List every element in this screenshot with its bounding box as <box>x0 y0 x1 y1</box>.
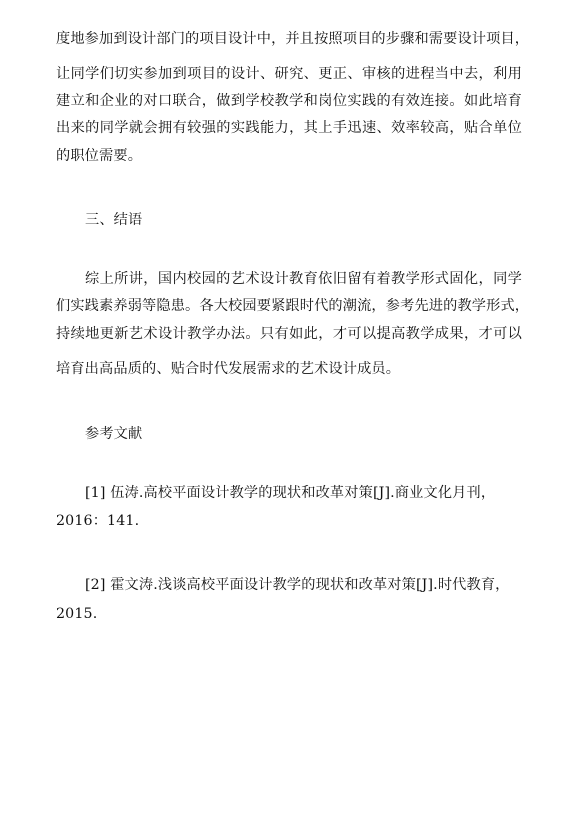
references-heading: 参考文献 <box>85 426 143 442</box>
paragraph-line: 度地参加到设计部门的项目设计中，并且按照项目的步骤和需要设计项目， <box>56 31 530 47</box>
reference-item-2: [2] 霍文涛.浅谈高校平面设计教学的现状和改革对策[J].时代教育， <box>85 577 510 593</box>
paragraph-line: 让同学们切实参加到项目的设计、研究、更正、审核的进程当中去，利用 <box>56 66 522 82</box>
reference-item-2-cont: 2015. <box>56 606 98 622</box>
section-heading: 三、结语 <box>85 212 143 228</box>
conclusion-line: 持续地更新艺术设计教学办法。只有如此，才可以提高教学成果，才可以 <box>56 326 522 342</box>
paragraph-line: 的职位需要。 <box>56 148 143 164</box>
conclusion-line: 综上所讲，国内校园的艺术设计教育依旧留有着教学形式固化，同学 <box>85 271 522 287</box>
paragraph-line: 建立和企业的对口联合，做到学校教学和岗位实践的有效连接。如此培育 <box>56 93 522 109</box>
conclusion-line: 们实践素养弱等隐患。各大校园要紧跟时代的潮流，参考先进的教学形式， <box>56 298 530 314</box>
conclusion-line: 培育出高品质的、贴合时代发展需求的艺术设计成员。 <box>56 361 401 377</box>
reference-item-1-cont: 2016：141. <box>56 513 140 529</box>
paragraph-line: 出来的同学就会拥有较强的实践能力，其上手迅速、效率较高，贴合单位 <box>56 120 522 136</box>
reference-item-1: [1] 伍涛.高校平面设计教学的现状和改革对策[J].商业文化月刊， <box>85 485 496 501</box>
